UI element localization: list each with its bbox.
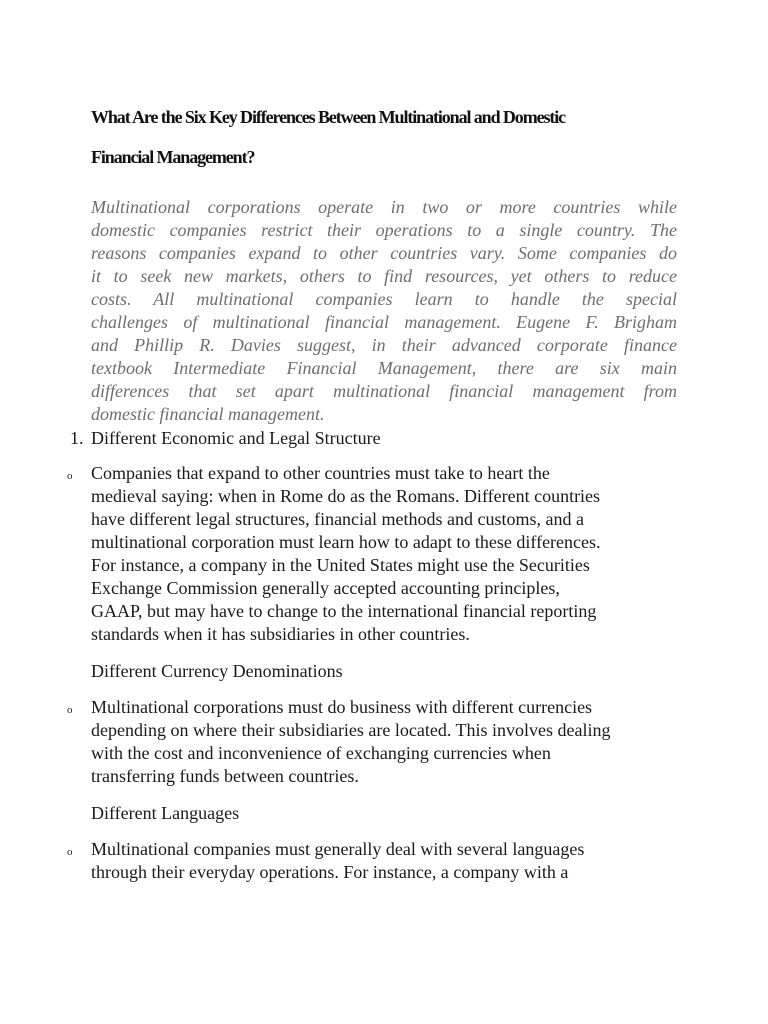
- section-heading-2: Different Currency Denominations: [91, 661, 343, 681]
- section-number: 1.: [70, 428, 84, 448]
- intro-line: domestic financial management.: [91, 404, 325, 424]
- document-title-line-2: Financial Management?: [91, 147, 255, 167]
- intro-line: reasons companies expand to other countries vary. Some companies do: [91, 243, 677, 263]
- intro-line: differences that set apart multinational financial management from: [91, 381, 677, 401]
- intro-line: costs. All multinational companies learn to handle the special: [91, 289, 677, 309]
- bullet-line: For instance, a company in the United States might use the Securities: [91, 555, 590, 575]
- bullet-line: with the cost and inconvenience of exchanging currencies when: [91, 743, 551, 763]
- section-heading-3: Different Languages: [91, 803, 240, 823]
- bullet-line: transferring funds between countries.: [91, 766, 359, 786]
- bullet-paragraph-2: [91, 696, 691, 788]
- bullet-line: Exchange Commission generally accepted accounting principles,: [91, 578, 560, 598]
- bullet-line: Multinational corporations must do business with different currencies: [91, 697, 593, 717]
- bullet-line: Companies that expand to other countries must take to heart the: [91, 463, 550, 483]
- bullet-line: have different legal structures, financial methods and customs, and a: [91, 509, 585, 529]
- bullet-line: multinational corporation must learn how to adapt to these differences.: [91, 532, 601, 552]
- section-heading-1: [70, 427, 381, 450]
- intro-line: challenges of multinational financial management. Eugene F. Brigham: [91, 312, 677, 332]
- intro-line: it to seek new markets, others to find resources, yet others to reduce: [91, 266, 677, 286]
- bullet-circle-icon: o: [67, 470, 73, 482]
- bullet-line: through their everyday operations. For instance, a company with a: [91, 862, 569, 882]
- bullet-circle-icon: o: [67, 846, 73, 858]
- bullet-circle-icon: o: [67, 704, 73, 716]
- document-title-line-1: What Are the Six Key Differences Between Multinational and Domestic: [91, 107, 566, 127]
- section-heading-text: Different Economic and Legal Structure: [91, 428, 381, 448]
- bullet-line: Multinational companies must generally deal with several languages: [91, 839, 585, 859]
- bullet-paragraph-3: [91, 838, 691, 884]
- bullet-line: depending on where their subsidiaries are located. This involves dealing: [91, 720, 611, 740]
- bullet-line: medieval saying: when in Rome do as the Romans. Different countries: [91, 486, 601, 506]
- intro-line: textbook Intermediate Financial Management, there are six main: [91, 358, 677, 378]
- intro-line: and Phillip R. Davies suggest, in their advanced corporate finance: [91, 335, 677, 355]
- bullet-line: GAAP, but may have to change to the international financial reporting: [91, 601, 597, 621]
- bullet-paragraph-1: [91, 462, 691, 646]
- intro-line: domestic companies restrict their operations to a single country. The: [91, 220, 677, 240]
- intro-line: Multinational corporations operate in two or more countries while: [91, 197, 677, 217]
- intro-paragraph: [91, 196, 677, 426]
- bullet-line: standards when it has subsidiaries in other countries.: [91, 624, 470, 644]
